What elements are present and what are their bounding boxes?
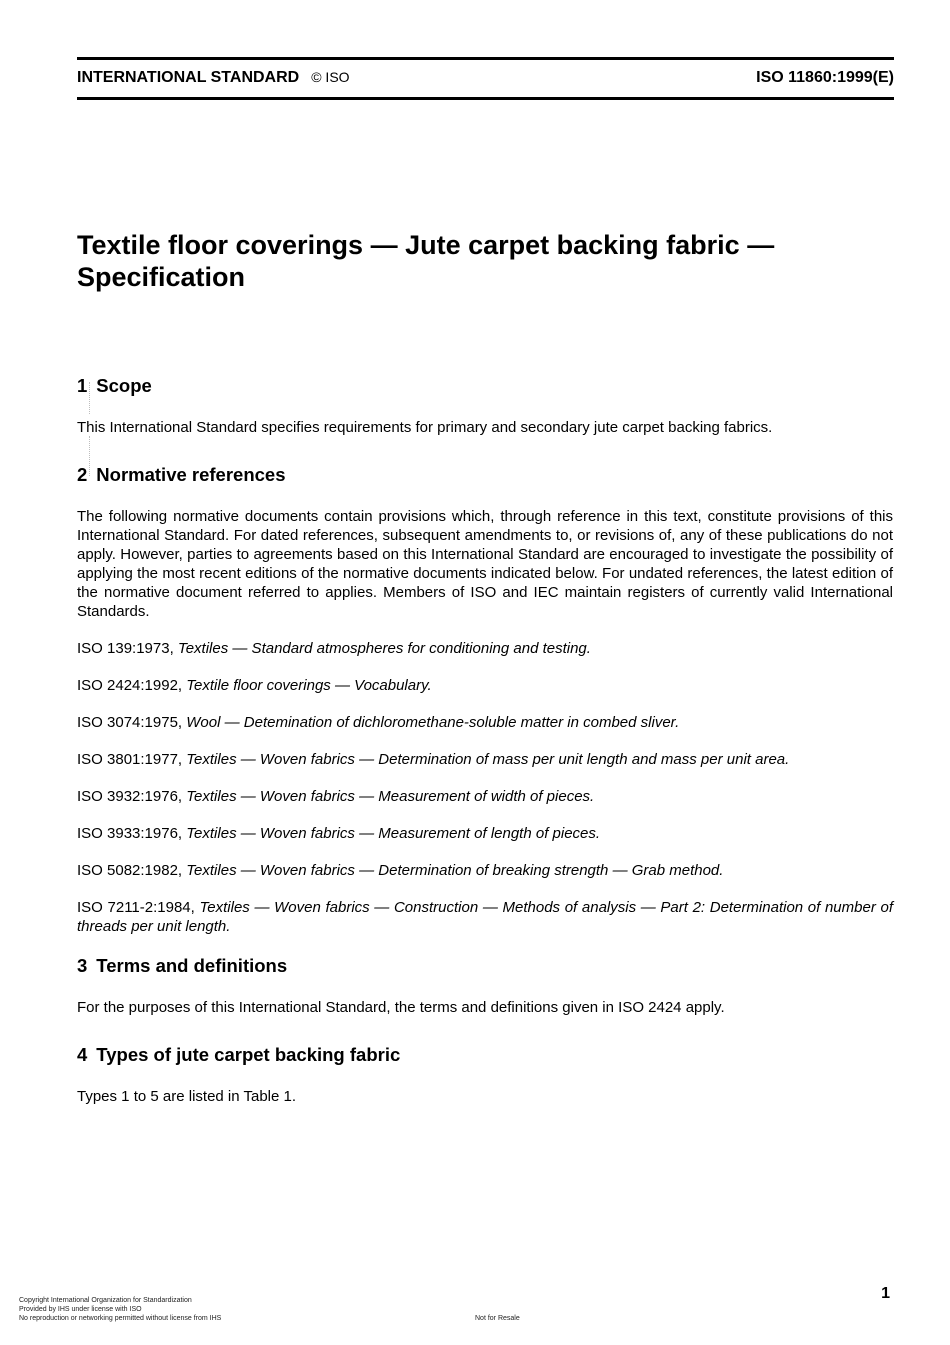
page-number: 1 bbox=[881, 1285, 890, 1302]
section-title: Terms and definitions bbox=[96, 955, 288, 976]
reference-code: ISO 2424:1992, bbox=[77, 677, 183, 694]
section-normative-references bbox=[77, 463, 893, 936]
section-number: 4 bbox=[77, 1044, 88, 1065]
section-heading bbox=[77, 374, 893, 398]
reference-title: Textiles — Woven fabrics — Construction — Methods of analysis — Part 2: Determination of number of threads per unit length. bbox=[77, 899, 894, 935]
reference-code: ISO 5082:1982, bbox=[77, 862, 183, 879]
normative-intro-paragraph: The following normative documents contain provisions which, through reference in this text, constitute provisions of this International Standard. For dated references, subsequent amendments to, or revisions of, any of these publications do not apply. However, parties to agreements based on this International Standard are encouraged to investigate the possibility of applying the most recent editions of the normative documents indicated below. For undated references, the latest edition of the normative document referred to applies. Members of ISO and IEC maintain registers of currently valid International Standards. bbox=[77, 508, 893, 620]
document-title bbox=[77, 229, 894, 293]
section-title: Types of jute carpet backing fabric bbox=[96, 1044, 401, 1065]
section-terms-definitions bbox=[77, 954, 893, 1017]
footer-copyright-notice bbox=[19, 1296, 221, 1323]
footer-line: No reproduction or networking permitted without license from IHS bbox=[19, 1315, 222, 1322]
section-number: 3 bbox=[77, 955, 88, 976]
reference-code: ISO 3801:1977, bbox=[77, 751, 183, 768]
scope-paragraph: This International Standard specifies requirements for primary and secondary jute carpet backing fabrics. bbox=[77, 419, 773, 436]
reference-code: ISO 7211-2:1984, bbox=[77, 899, 195, 916]
reference-code: ISO 3932:1976, bbox=[77, 788, 183, 805]
section-heading bbox=[77, 463, 893, 487]
reference-code: ISO 3074:1975, bbox=[77, 714, 183, 731]
reference-item bbox=[77, 861, 893, 880]
reference-title: Wool — Detemination of dichloromethane-soluble matter in combed sliver. bbox=[186, 714, 680, 731]
reference-item bbox=[77, 824, 893, 843]
reference-title: Textile floor coverings — Vocabulary. bbox=[186, 677, 432, 694]
types-paragraph: Types 1 to 5 are listed in Table 1. bbox=[77, 1088, 297, 1105]
footer-line: Copyright International Organization for Standardization bbox=[19, 1297, 192, 1304]
reference-item bbox=[77, 898, 893, 936]
terms-paragraph: For the purposes of this International Standard, the terms and definitions given in ISO 2424 apply. bbox=[77, 999, 725, 1016]
document-title-line2: Specification bbox=[77, 262, 246, 292]
reference-item bbox=[77, 639, 893, 658]
header-top-rule bbox=[77, 57, 894, 60]
section-number: 2 bbox=[77, 464, 88, 485]
reference-title: Textiles — Woven fabrics — Measurement of length of pieces. bbox=[186, 825, 601, 842]
reference-title: Textiles — Standard atmospheres for conditioning and testing. bbox=[177, 640, 591, 657]
reference-item bbox=[77, 676, 893, 695]
section-types bbox=[77, 1043, 893, 1106]
header-standard-label: INTERNATIONAL STANDARD bbox=[77, 69, 300, 86]
reference-code: ISO 139:1973, bbox=[77, 640, 174, 657]
section-heading bbox=[77, 1043, 893, 1067]
section-number: 1 bbox=[77, 375, 88, 396]
footer-not-for-resale: Not for Resale bbox=[475, 1315, 520, 1322]
header-doc-number: ISO 11860:1999(E) bbox=[756, 69, 894, 86]
reference-title: Textiles — Woven fabrics — Determination of breaking strength — Grab method. bbox=[186, 862, 724, 879]
reference-title: Textiles — Woven fabrics — Measurement of width of pieces. bbox=[186, 788, 595, 805]
header-bottom-rule bbox=[77, 97, 894, 100]
section-heading bbox=[77, 954, 893, 978]
section-title: Normative references bbox=[96, 464, 286, 485]
reference-title: Textiles — Woven fabrics — Determination of mass per unit length and mass per unit area. bbox=[186, 751, 790, 768]
reference-item bbox=[77, 787, 893, 806]
section-scope bbox=[77, 374, 893, 437]
document-body bbox=[77, 374, 893, 1124]
document-title-line1: Textile floor coverings — Jute carpet backing fabric — bbox=[77, 230, 775, 260]
reference-code: ISO 3933:1976, bbox=[77, 825, 183, 842]
header-left bbox=[77, 69, 350, 87]
section-title: Scope bbox=[96, 375, 152, 396]
header-copyright: © ISO bbox=[311, 69, 350, 85]
reference-item bbox=[77, 713, 893, 732]
footer-line: Provided by IHS under license with ISO bbox=[19, 1306, 142, 1313]
reference-item bbox=[77, 750, 893, 769]
